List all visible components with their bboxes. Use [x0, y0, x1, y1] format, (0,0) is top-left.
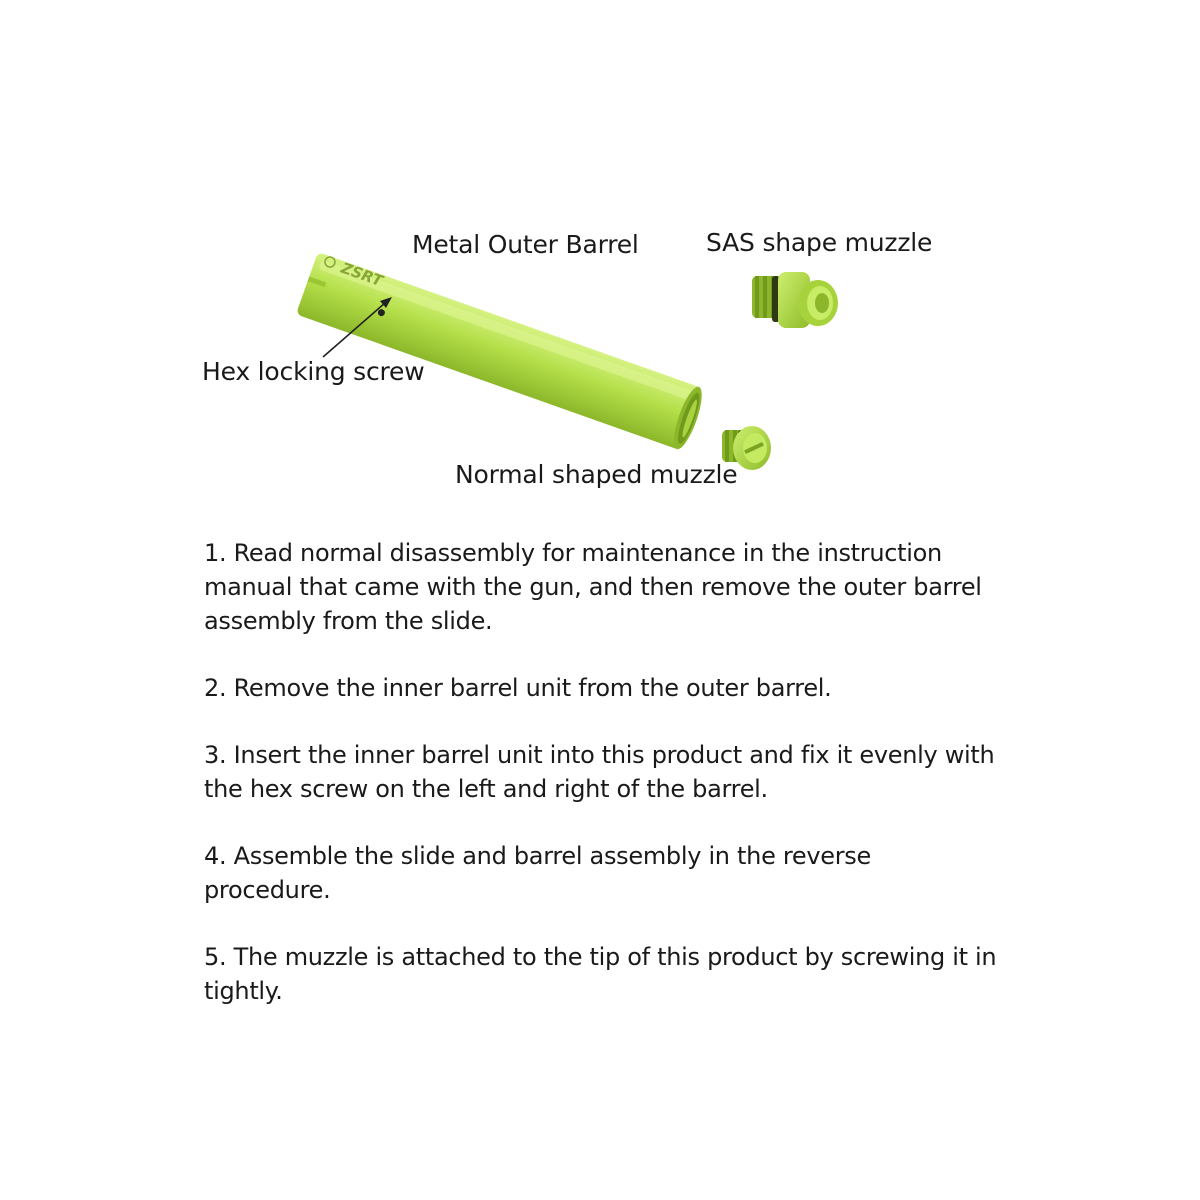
hex-screw-label: Hex locking screw: [202, 357, 425, 386]
instruction-step: 3. Insert the inner barrel unit into this product and fix it evenly with the hex screw on the left and right of the barrel.: [204, 741, 995, 803]
outer-barrel-label: Metal Outer Barrel: [412, 230, 639, 259]
instruction-step: 4. Assemble the slide and barrel assembly in the reverse procedure.: [204, 842, 871, 904]
instruction-step: 1. Read normal disassembly for maintenance in the instruction manual that came with the gun, and then remove the outer barrel assembly from the slide.: [204, 539, 982, 635]
parts-diagram: [0, 0, 1200, 520]
sas-muzzle-label: SAS shape muzzle: [706, 228, 933, 257]
instruction-step: 2. Remove the inner barrel unit from the outer barrel.: [204, 674, 832, 702]
instruction-step: 5. The muzzle is attached to the tip of this product by screwing it in tightly.: [204, 943, 997, 1005]
brand-logo-text: ZSRT: [338, 258, 386, 291]
instruction-steps: [204, 536, 1004, 1041]
sas-muzzle-image: [752, 272, 838, 328]
outer-barrel-image: [296, 252, 707, 452]
normal-muzzle-label: Normal shaped muzzle: [455, 460, 738, 489]
